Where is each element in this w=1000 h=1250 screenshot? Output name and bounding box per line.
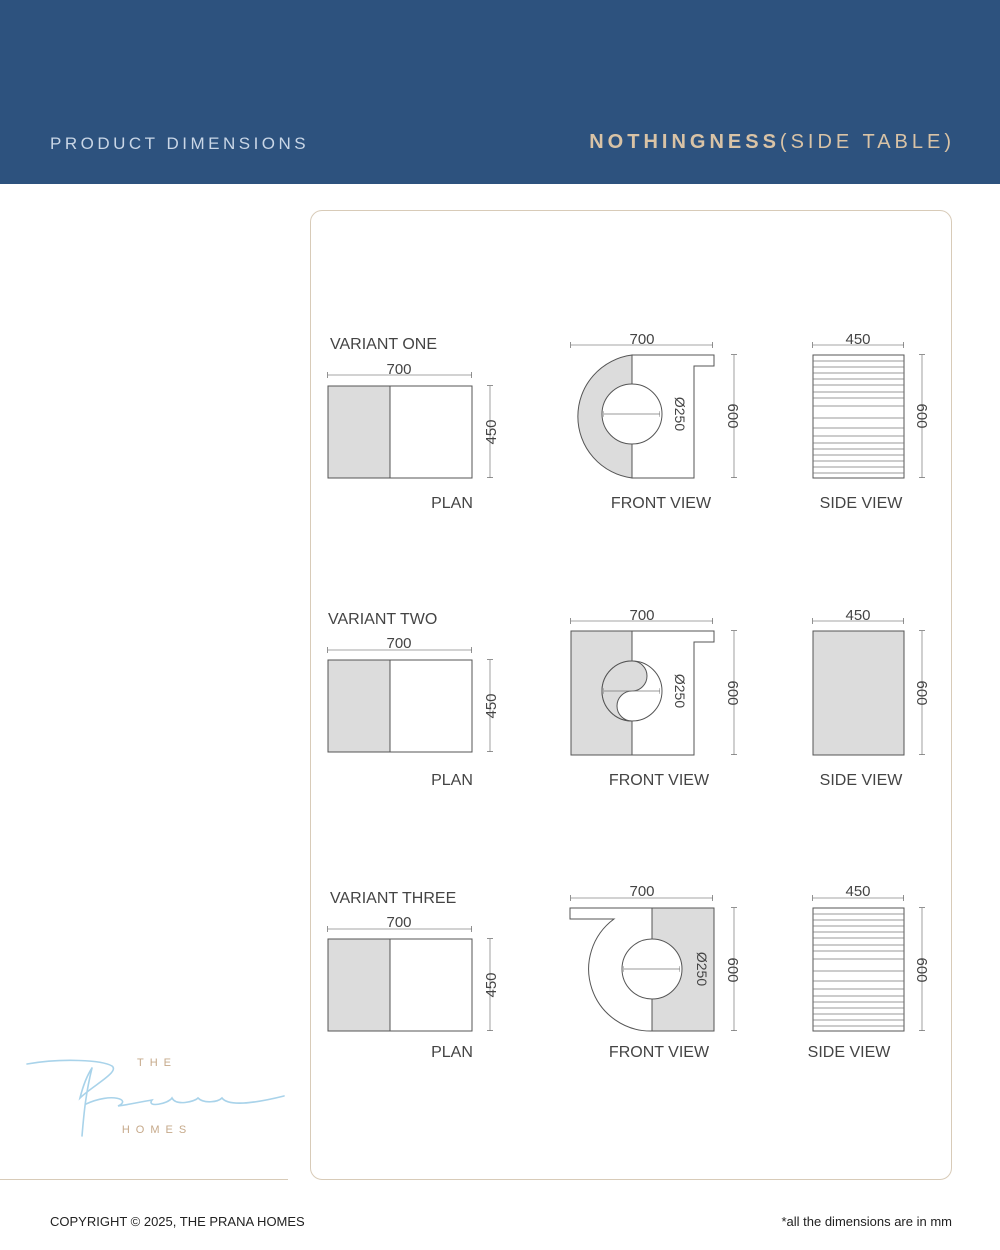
- variant-three-front-view: [570, 883, 741, 1061]
- plan-depth-label: 450: [483, 972, 500, 998]
- variant-two-front-view: [571, 607, 741, 789]
- product-type: (SIDE TABLE): [779, 131, 955, 153]
- plan-caption: PLAN: [431, 772, 473, 789]
- front-width-label: 700: [629, 883, 655, 900]
- plan-caption: PLAN: [431, 495, 473, 512]
- variant-three: [328, 883, 930, 1061]
- section-title: PRODUCT DIMENSIONS: [50, 134, 310, 153]
- variant-one-side-view: [813, 331, 930, 512]
- variant-one: [328, 331, 930, 512]
- variant-two-side-view: [813, 607, 930, 789]
- variant-three-side-view: [808, 883, 930, 1061]
- front-hole-label: Ø250: [694, 951, 710, 987]
- brand-logo: [22, 1052, 292, 1142]
- front-caption: FRONT VIEW: [608, 1044, 710, 1061]
- logo-bottom-text: HOMES: [121, 1124, 193, 1136]
- side-caption: SIDE VIEW: [819, 495, 903, 512]
- side-height-label: 600: [913, 957, 930, 983]
- plan-width-label: 700: [386, 635, 412, 652]
- variant-two-plan: [328, 635, 500, 789]
- plan-depth-label: 450: [483, 419, 500, 445]
- front-width-label: 700: [629, 607, 655, 624]
- plan-width-label: 700: [386, 361, 412, 378]
- front-height-label: 600: [724, 957, 741, 983]
- side-width-label: 450: [845, 883, 871, 900]
- dimensions-note: *all the dimensions are in mm: [781, 1214, 952, 1229]
- variant-one-title: VARIANT ONE: [330, 336, 437, 353]
- side-height-label: 600: [913, 403, 930, 429]
- product-name: NOTHINGNESS: [589, 131, 780, 153]
- front-width-label: 700: [629, 331, 655, 348]
- front-hole-label: Ø250: [672, 396, 688, 432]
- side-caption: SIDE VIEW: [807, 1044, 891, 1061]
- plan-width-label: 700: [386, 914, 412, 931]
- front-height-label: 600: [724, 403, 741, 429]
- plan-depth-label: 450: [483, 693, 500, 719]
- variant-one-front-view: [571, 331, 741, 512]
- front-hole-label: Ø250: [672, 673, 688, 709]
- side-caption: SIDE VIEW: [819, 772, 903, 789]
- copyright-text: COPYRIGHT © 2025, THE PRANA HOMES: [50, 1214, 305, 1229]
- footer-divider: [0, 1179, 288, 1180]
- front-caption: FRONT VIEW: [610, 495, 712, 512]
- side-height-label: 600: [913, 680, 930, 706]
- front-height-label: 600: [724, 680, 741, 706]
- variant-two-title: VARIANT TWO: [328, 611, 438, 628]
- variant-two: [328, 607, 930, 789]
- side-width-label: 450: [845, 607, 871, 624]
- logo-top-text: THE: [137, 1057, 177, 1069]
- front-caption: FRONT VIEW: [608, 772, 710, 789]
- side-width-label: 450: [845, 331, 871, 348]
- variant-one-plan: [328, 361, 500, 512]
- variant-three-title: VARIANT THREE: [330, 890, 457, 907]
- plan-caption: PLAN: [431, 1044, 473, 1061]
- variant-three-plan: [328, 914, 500, 1061]
